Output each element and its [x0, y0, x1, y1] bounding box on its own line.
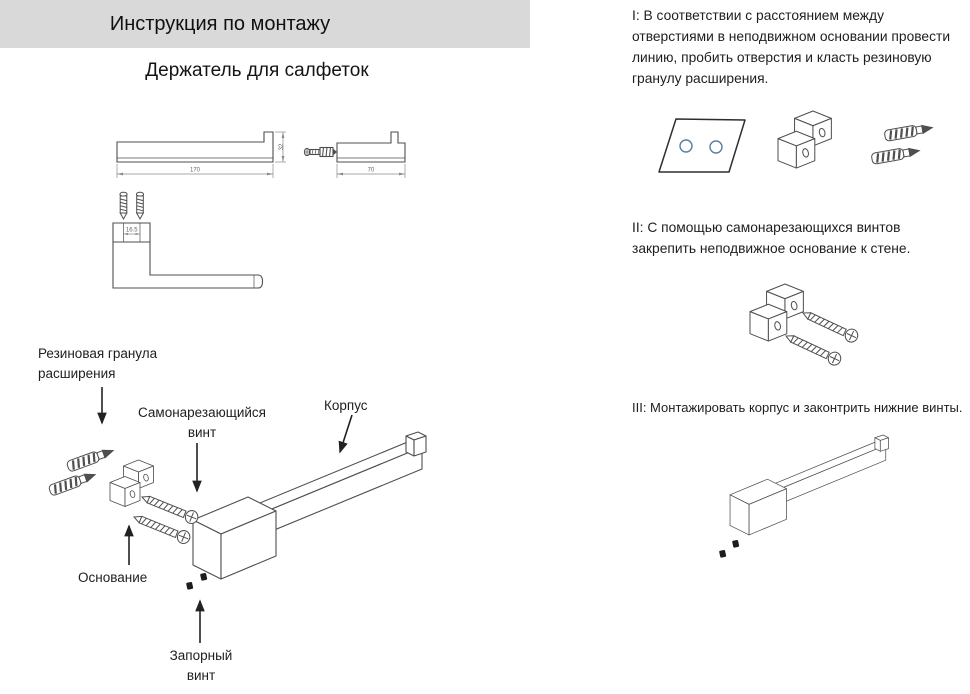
step-1-illustration [635, 105, 965, 210]
base-block-icon [750, 284, 803, 341]
page-title: Инструкция по монтажу [109, 13, 331, 35]
label-rubber-plug: Резиновая гранула расширения [38, 346, 158, 381]
wall-plate-icon [659, 119, 745, 172]
step-1-text: I: В соответствии с расстоянием между отверстиями в неподвижном основании провести линию, пробить отверстия и класть резиновую гранулу расширения. [632, 8, 951, 86]
set-screw-icon [186, 582, 193, 590]
dim-front-height: 32 [279, 143, 285, 151]
side-view-drawing [304, 132, 405, 178]
dimension-drawing [30, 100, 550, 305]
wall-anchor-icon [48, 469, 97, 496]
step-2-text: II: С помощью самонарезающихся винтов закрепить неподвижное основание к стене. [632, 220, 911, 256]
screw-icon [783, 330, 843, 367]
set-screw-icon [200, 573, 207, 581]
wall-anchor-icon [66, 445, 115, 472]
front-view-drawing [117, 132, 286, 178]
set-screw-icon [732, 540, 739, 548]
base-block-icon [778, 111, 831, 168]
holder-body-icon [730, 435, 888, 535]
step-2-illustration [718, 278, 913, 390]
anchor-screw-assembly-icon [304, 148, 337, 157]
drill-hole-icon [710, 141, 722, 153]
dim-front-width: 170 [189, 167, 201, 174]
label-body: Корпус [324, 398, 368, 413]
dim-hole-spacing: 16.5 [125, 227, 138, 234]
label-base: Основание [78, 570, 148, 585]
label-lock-screw: Запорный винт [169, 648, 233, 683]
top-view-drawing [113, 192, 263, 288]
screw-icon [800, 307, 860, 344]
dim-side-depth: 70 [367, 167, 375, 174]
label-self-tapping-screw: Самонарезающийся винт [138, 405, 266, 440]
wall-anchor-icon [871, 145, 920, 164]
screw-icon [120, 192, 127, 219]
holder-body-icon [193, 432, 426, 579]
set-screw-icon [719, 550, 726, 558]
wall-anchor-icon [884, 122, 933, 141]
step-3-text: III: Монтажировать корпус и законтрить нижние винты. [632, 400, 963, 415]
drill-hole-icon [680, 140, 692, 152]
product-subtitle: Держатель для салфеток [145, 60, 369, 81]
exploded-diagram [30, 340, 470, 694]
down-arrow [340, 415, 352, 452]
step-3-illustration [690, 425, 970, 590]
screw-icon [136, 192, 143, 219]
